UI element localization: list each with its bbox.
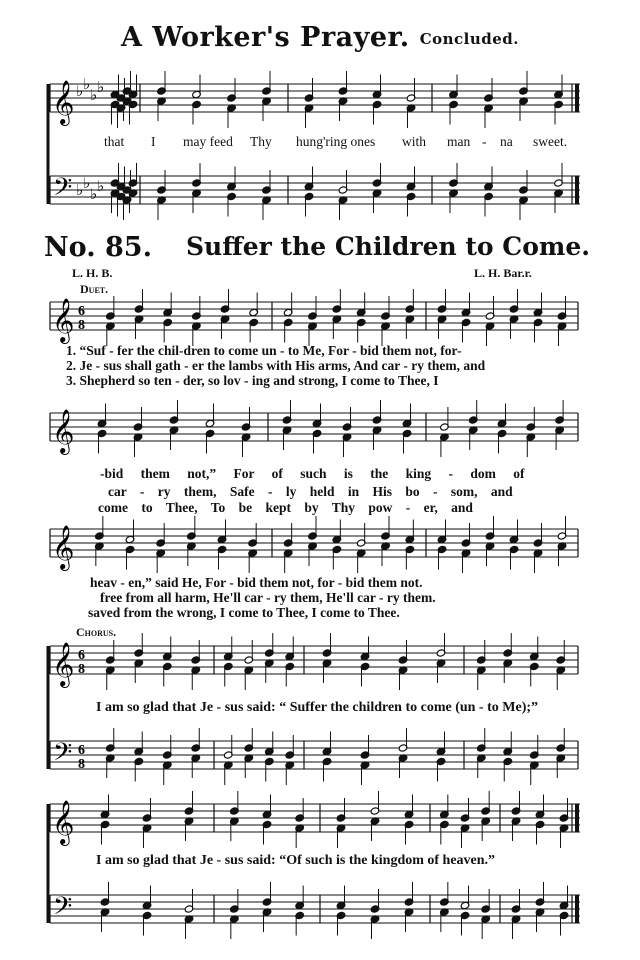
treble-clef-icon: 𝄞 [52, 800, 75, 844]
treble-clef-icon: 𝄞 [52, 525, 75, 569]
top-lyric-word: - [482, 134, 487, 149]
flat-icon: ♭ [76, 181, 84, 199]
final-bar [575, 895, 579, 923]
final-bar [575, 84, 579, 112]
chorus-line: I am so glad that Je - sus said: “ Suffer the children to come (un - to Me);” [96, 700, 539, 715]
stanza-line: car - ry them, Safe - ly held in His bo - som, and [108, 484, 513, 499]
time-signature: 8 [78, 757, 85, 772]
top-lyric-word: I [151, 134, 156, 149]
top-lyric-word: sweet. [533, 134, 568, 149]
flat-icon: ♭ [83, 174, 91, 192]
stanza-line: saved from the wrong, I come to Thee, I come to Thee. [88, 605, 400, 620]
stanza-line: heav - en,” said He, For - bid them not, for - bid them not. [90, 575, 423, 590]
chorus-label: Chorus. [76, 625, 117, 639]
stanza-line: come to Thee, To be kept by Thy pow - er, and [98, 500, 473, 515]
top-lyric-word: na [500, 134, 513, 149]
top-lyric-word: with [402, 134, 427, 149]
stanza-line: 1. “Suf - fer the chil-dren to come un - to Me, For - bid them not, for- [66, 343, 462, 358]
top-lyric-word: Thy [250, 134, 272, 149]
top-hymn-title-text: A Worker's Prayer. [120, 22, 410, 53]
duet-label: Duet. [80, 282, 109, 296]
treble-clef-icon: 𝄞 [52, 642, 75, 686]
treble-clef-icon: 𝄞 [52, 80, 75, 124]
final-bar [575, 176, 579, 204]
music-credit: L. H. Bar.r. [474, 266, 532, 280]
flat-icon: ♭ [83, 75, 91, 93]
hymn-number: No. 85. [44, 232, 152, 263]
chorus-line: I am so glad that Je - sus said: “Of such is the kingdom of heaven.” [96, 853, 496, 868]
stanza-line: free from all harm, He'll car - ry them, He'll car - ry them. [100, 590, 436, 605]
top-lyric-word: that [104, 134, 125, 149]
top-lyric-word: man [447, 134, 471, 149]
words-credit: L. H. B. [72, 266, 113, 280]
stanza-line: -bid them not,” For of such is the king - dom of [100, 466, 525, 481]
time-signature: 6 [78, 743, 85, 758]
flat-icon: ♭ [76, 82, 84, 100]
flat-icon: ♭ [90, 86, 98, 104]
final-bar [575, 804, 579, 832]
top-lyric-word: hung'ring ones [296, 134, 376, 149]
stanza-line: 3. Shepherd so ten - der, so lov - ing and strong, I come to Thee, I [66, 373, 439, 388]
flat-icon: ♭ [97, 177, 105, 195]
time-signature: 6 [78, 304, 85, 319]
hymn-title: Suffer the Children to Come. [186, 232, 590, 261]
stanza-line: 2. Je - sus shall gath - er the lambs with His arms, And car - ry them, and [66, 358, 486, 373]
time-signature: 8 [78, 318, 85, 333]
treble-clef-icon: 𝄞 [52, 409, 75, 453]
bass-clef-icon: 𝄢 [53, 173, 73, 208]
flat-icon: ♭ [90, 185, 98, 203]
time-signature: 6 [78, 648, 85, 663]
concluded-label: Concluded. [419, 29, 520, 48]
bass-clef-icon: 𝄢 [53, 738, 73, 773]
flat-icon: ♭ [97, 78, 105, 96]
top-lyric-word: may feed [183, 134, 233, 149]
bass-clef-icon: 𝄢 [53, 892, 73, 927]
time-signature: 8 [78, 662, 85, 677]
treble-clef-icon: 𝄞 [52, 298, 75, 342]
